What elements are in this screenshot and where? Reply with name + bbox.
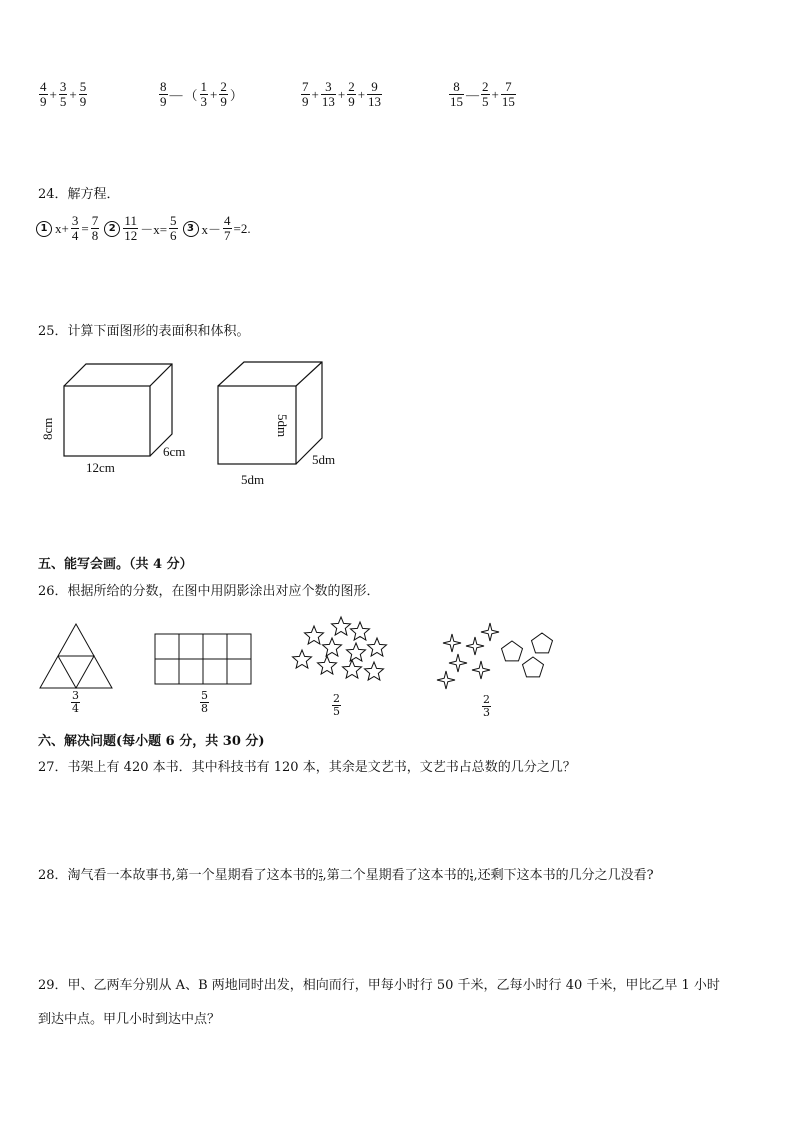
question-28: 28．淘气看一本故事书,第一个星期看了这本书的 $\frac{2}{5}$ ,第二个星期看了这本书的 $\frac{1}{4}$ ,还剩下这本书的几分之几没看? [38, 868, 654, 883]
star-icon [323, 638, 342, 656]
circled-number-3: 3 [183, 221, 199, 237]
fraction: $\frac{2}{5}$ [482, 79, 489, 109]
expression-3: $\frac{7}{9}$ + $\frac{3}{13}$ + $\frac{2}{9}$ + $\frac{9}{13}$ [302, 79, 382, 109]
fraction: $\frac{3}{5}$ [59, 79, 67, 109]
four-point-star-icon [449, 654, 467, 672]
fraction: $\frac{1}{3}$ [200, 79, 208, 109]
expression-4: $\frac{8}{15}$ — $\frac{2}{5}$ + $\frac{7}{15}$ [450, 79, 515, 109]
cuboid-height-label: 8cm [40, 417, 55, 440]
cube-width-label: 5dm [312, 452, 336, 467]
star-icon [365, 662, 384, 680]
fraction-3-4: $\frac{3}{4}$ [72, 689, 79, 715]
fraction: $\frac{5}{6}$ [170, 213, 177, 243]
question-26-title: 26．根据所给的分数，在图中用阴影涂出对应个数的图形． [38, 584, 380, 599]
fraction: $\frac{4}{9}$ [40, 79, 47, 109]
question-25-title: 25．计算下面图形的表面积和体积。 [38, 324, 250, 339]
fraction-5-8: $\frac{5}{8}$ [201, 689, 208, 715]
star-icon [293, 650, 312, 668]
cube-length-label: 5dm [241, 472, 265, 487]
fraction: $\frac{11}{12}$ [124, 213, 138, 243]
star-icon [343, 660, 362, 678]
question-24-title: 24．解方程． [38, 187, 120, 202]
fraction: $\frac{3}{13}$ [321, 79, 335, 109]
fraction-2-5: $\frac{2}{5}$ [333, 692, 340, 718]
expression-1: $\frac{4}{9}$ + $\frac{3}{5}$ + $\frac{5}{9}$ [40, 79, 87, 109]
section-5-heading: 五、能写会画。（共 4 分） [38, 557, 193, 572]
circled-number-1: 1 [36, 221, 52, 237]
fraction: $\frac{9}{13}$ [368, 79, 382, 109]
fraction: $\frac{8}{15}$ [450, 79, 463, 109]
four-point-star-icon [466, 637, 484, 655]
star-icon [305, 626, 324, 644]
fraction: $\frac{4}{7}$ [224, 213, 231, 243]
pentagon-icon [532, 633, 553, 653]
pentagon-icon [523, 657, 544, 677]
fraction: $\frac{3}{4}$ [71, 213, 79, 243]
cube-height-label: 5dm [275, 414, 290, 438]
expression-2: $\frac{8}{9}$ — （ $\frac{1}{3}$ + $\frac{2}{9}$ ） [160, 79, 243, 109]
question-29-line-2: 到达中点。甲几小时到达中点？ [38, 1012, 221, 1027]
cuboid-width-label: 6cm [163, 444, 186, 459]
fraction: $\frac{8}{9}$ [160, 79, 167, 109]
star-icon [368, 638, 387, 656]
circled-number-2: 2 [104, 221, 120, 237]
four-point-star-icon [437, 671, 455, 689]
question-29-line-1: 29．甲、乙两车分别从 A、B 两地同时出发，相向而行，甲每小时行 50 千米，乙每小时行 40 千米，甲比乙早 1 小时 [38, 978, 720, 993]
fraction: $\frac{2}{9}$ [220, 79, 227, 109]
cuboid-length-label: 12cm [86, 460, 115, 475]
fraction: $\frac{5}{9}$ [79, 79, 87, 109]
fraction: $\frac{7}{8}$ [91, 213, 99, 243]
fraction: $\frac{2}{5}$ [318, 868, 323, 883]
four-point-star-icon [472, 661, 490, 679]
star-icon [332, 617, 351, 635]
fraction: $\frac{7}{15}$ [501, 79, 515, 109]
star-icon [347, 643, 366, 661]
question-24-equations: 1 x+ $\frac{3}{4}$ = $\frac{7}{8}$ 2 $\frac{11}{12}$ －x= $\frac{5}{6}$ 3 x－ $\frac{4}{7}$ =2. [36, 214, 252, 243]
star-icon [318, 656, 337, 674]
four-point-star-icon [443, 634, 461, 652]
fraction: $\frac{1}{4}$ [469, 868, 474, 883]
question-27: 27．书架上有 420 本书．其中科技书有 120 本，其余是文艺书，文艺书占总数的几分之几？ [38, 760, 576, 775]
fraction-2-3: $\frac{2}{3}$ [483, 693, 490, 719]
section-6-heading: 六、解决问题(每小题 6 分，共 30 分) [38, 734, 265, 749]
star-icon [351, 622, 370, 640]
fraction: $\frac{2}{9}$ [348, 79, 355, 109]
four-point-star-icon [481, 623, 499, 641]
pentagon-icon [502, 641, 523, 661]
fraction: $\frac{7}{9}$ [302, 79, 309, 109]
